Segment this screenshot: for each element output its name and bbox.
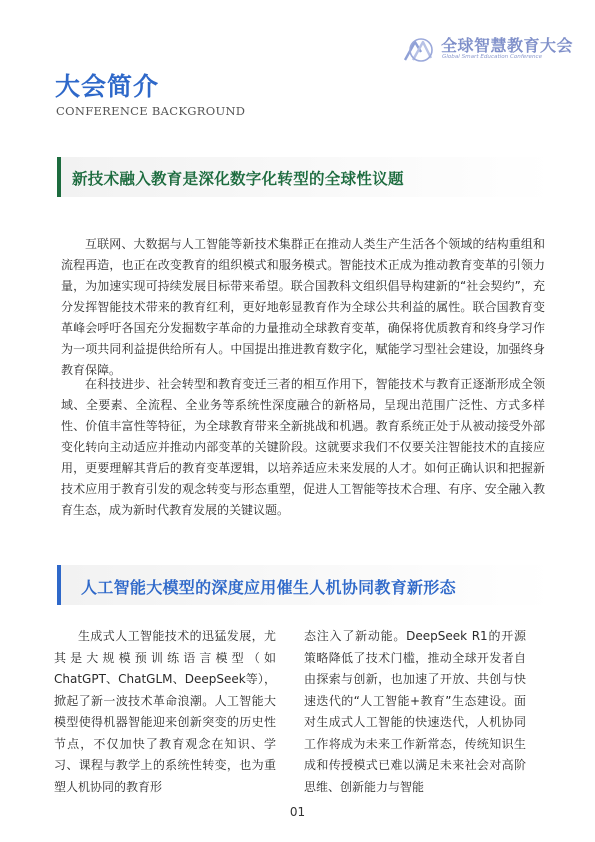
- logo-english-text: Global Smart Education Conference: [442, 54, 543, 60]
- left-column-text: 生成式人工智能技术的迅猛发展，尤其是大规模预训练语言模型（如ChatGPT、ChatGLM、DeepSeek等），掀起了新一波技术革命浪潮。人工智能大模型使得机器智能迎来创新突变的历史性节点，不仅加快了教育观念在知识、学习、课程与教学上的系统性转变，也为重塑人机协同的教育形: [54, 629, 276, 794]
- page-title: 大会简介: [55, 72, 160, 101]
- section-heading: 新技术融入教育是深化数字化转型的全球性议题: [72, 170, 404, 188]
- page-subtitle: CONFERENCE BACKGROUND: [56, 104, 246, 118]
- section-heading-banner: [57, 565, 554, 605]
- conference-logo: [401, 34, 574, 64]
- banner-accent-bar: [57, 565, 61, 605]
- section-heading: 人工智能大模型的深度应用催生人机协同教育新形态: [81, 578, 456, 597]
- globe-logo-icon: [401, 34, 437, 64]
- right-column-text: 态注入了新动能。DeepSeek R1的开源策略降低了技术门槛，推动全球开发者自由探索与创新，也加速了开放、共创与快速迭代的“人工智能+教育”生态建设。面对生成式人工智能的快速迭代，人机协同工作将成为未来工作新常态，传统知识生成和传授模式已难以满足未来社会对高阶思维、创新能力与智能: [304, 629, 526, 794]
- logo-chinese-text: 全球智慧教育大会: [441, 36, 574, 55]
- section-heading-banner: [57, 157, 554, 197]
- banner-accent-bar: [57, 157, 61, 197]
- page-number: 01: [289, 805, 306, 819]
- body-paragraph: 互联网、大数据与人工智能等新技术集群正在推动人类生产生活各个领域的结构重组和流程再造，也正在改变教育的组织模式和服务模式。智能技术正成为推动教育变革的引领力量，为加速实现可持续发展目标带来希望。联合国教科文组织倡导构建新的“社会契约”，充分发挥智能技术带来的教育红利，更好地彰显教育作为全球公共利益的属性。联合国教育变革峰会呼吁各国充分发掘数字革命的力量推动全球教育变革，确保将优质教育和终身学习作为一项共同利益提供给所有人。中国提出推进教育数字化，赋能学习型社会建设，加强终身教育保障。: [61, 237, 545, 377]
- body-paragraph: 在科技进步、社会转型和教育变迁三者的相互作用下，智能技术与教育正逐渐形成全领域、全要素、全流程、全业务等系统性深度融合的新格局，呈现出范围广泛性、方式多样性、价值丰富性等特征，为全球教育带来全新挑战和机遇。教育系统正处于从被动接受外部变化转向主动适应并推动内部变革的关键阶段。这就要求我们不仅要关注智能技术的直接应用，更要理解其背后的教育变革逻辑，以培养适应未来发展的人才。如何正确认识和把握新技术应用于教育引发的观念转变与形态重塑，促进人工智能等技术合理、有序、安全融入教育生态，成为新时代教育发展的关键议题。: [61, 377, 545, 517]
